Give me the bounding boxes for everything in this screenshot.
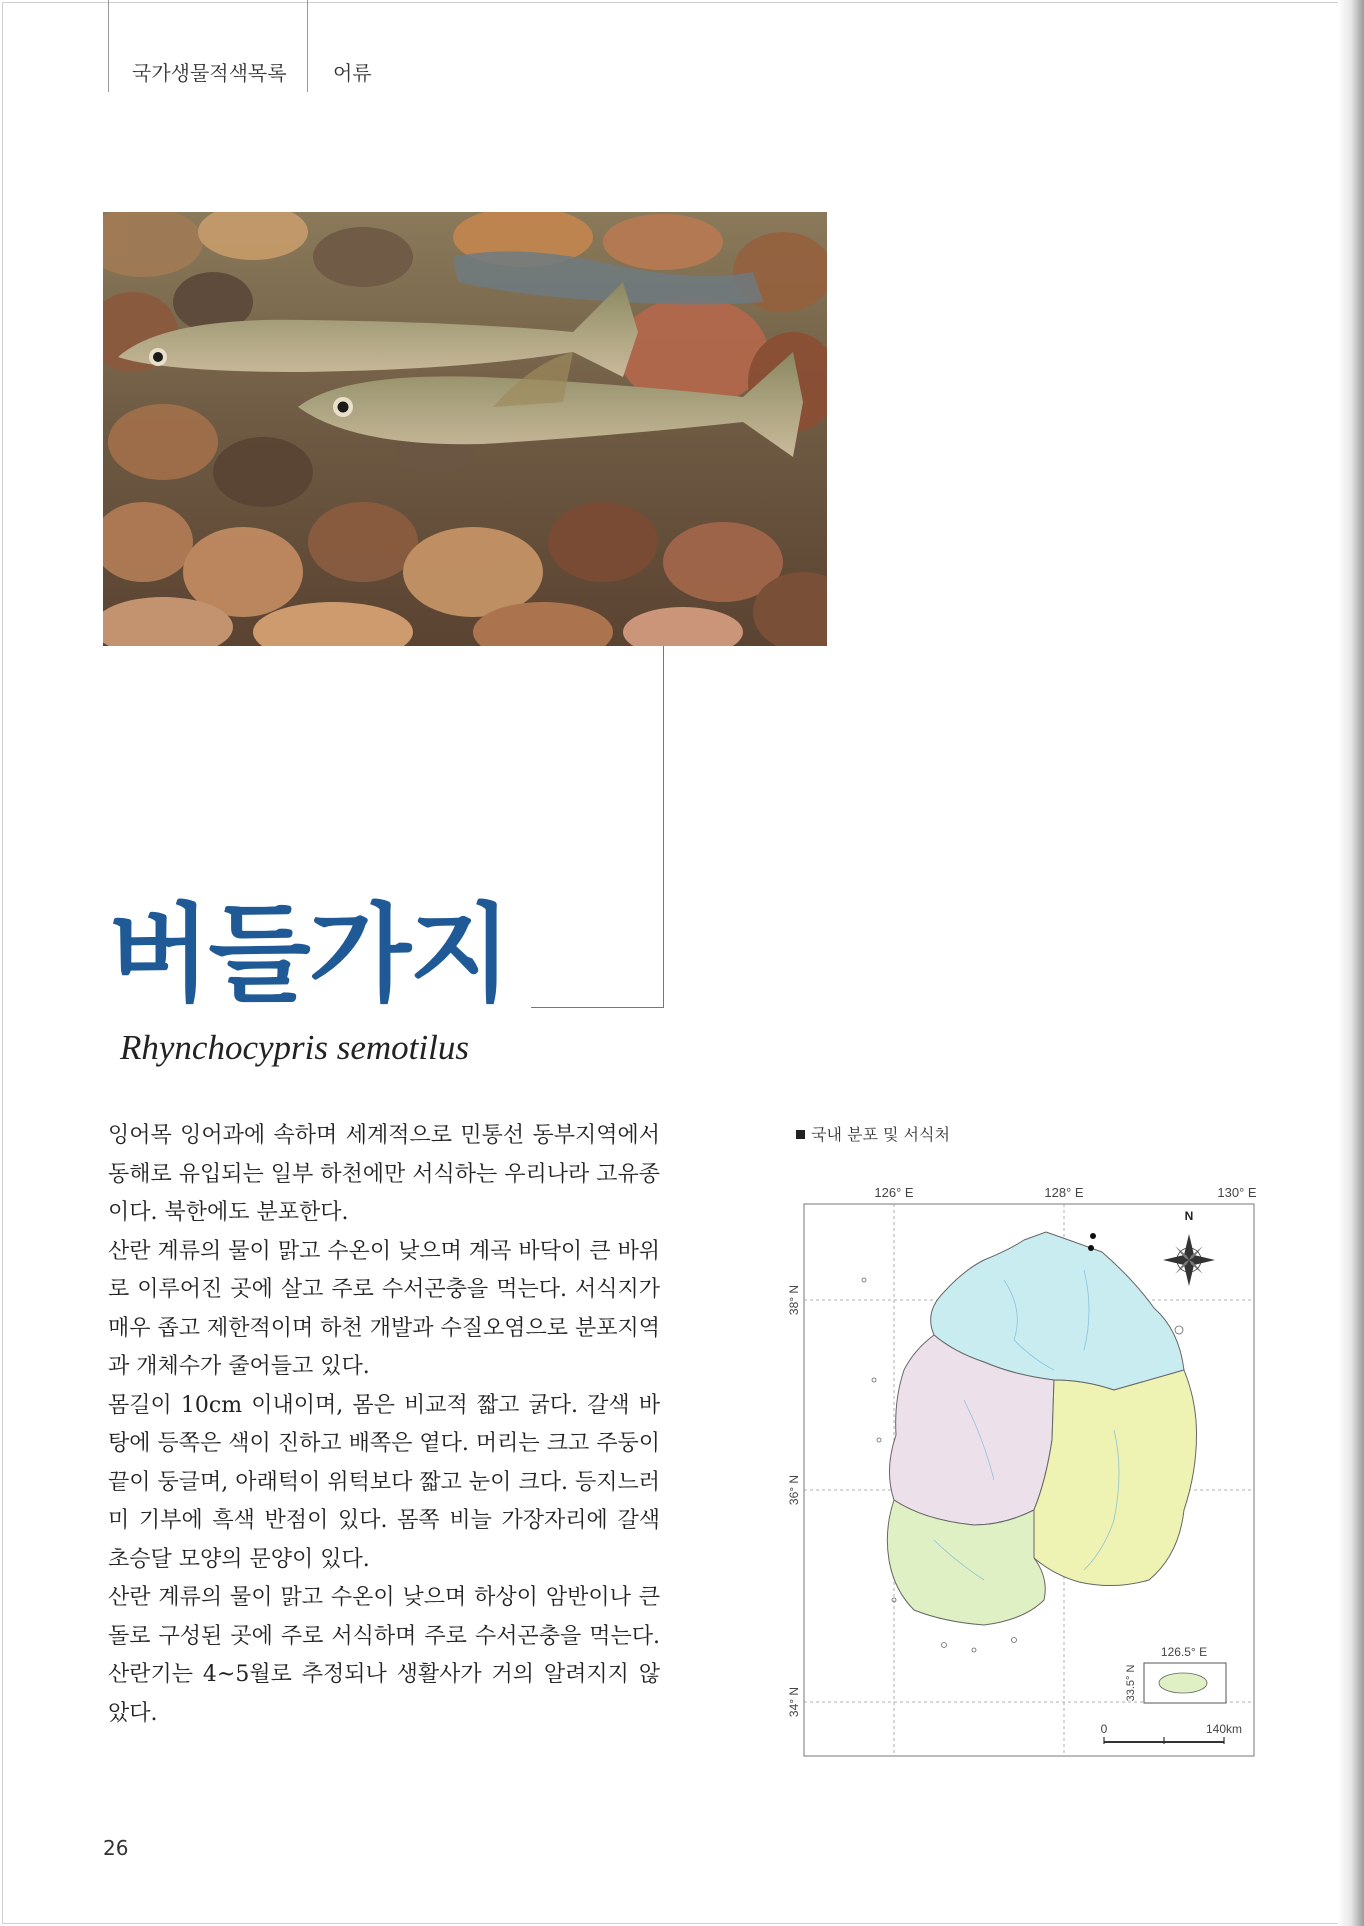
header-divider <box>307 0 308 92</box>
page-edge-shadow <box>1338 0 1364 1926</box>
map-lat-label: 38° N <box>787 1284 801 1316</box>
leader-line <box>663 646 664 1008</box>
compass-north-label: N <box>1184 1209 1194 1223</box>
header-catalog: 국가생물적색목록 <box>132 61 287 85</box>
map-lon-label: 128° E <box>1044 1185 1084 1200</box>
leader-line <box>531 1007 664 1008</box>
page-number: 26 <box>103 1836 129 1860</box>
species-name-scientific: Rhynchocypris semotilus <box>120 1028 469 1067</box>
scale-end-label: 140km <box>1205 1722 1243 1736</box>
map-lon-label: 130° E <box>1217 1185 1257 1200</box>
header-divider <box>108 0 109 92</box>
map-lon-label: 126° E <box>874 1185 914 1200</box>
inset-lon-label: 126.5° E <box>1160 1645 1208 1659</box>
description-paragraph: 몸길이 10cm 이내이며, 몸은 비교적 짧고 굵다. 갈색 바탕에 등쪽은 색이 진하고 배쪽은 옅다. 머리는 크고 주둥이 끝이 둥글며, 아래턱이 위턱보다 짧고 눈이 크다. 등지느러미 기부에 흑색 반점이 있다. 몸쪽 비늘 가장자리에 갈색 초승달 모양의 문양이 있다. <box>108 1392 660 1572</box>
square-bullet-icon <box>796 1130 805 1139</box>
map-lat-label: 36° N <box>787 1474 801 1506</box>
description-paragraph: 산란 계류의 물이 맑고 수온이 낮으며 하상이 암반이나 큰 돌로 구성된 곳에 주로 서식하며 주로 수서곤충을 먹는다. 산란기는 4~5월로 추정되나 생활사가 거의 알려지지 않았다. <box>108 1585 660 1726</box>
map-lat-label: 34° N <box>787 1686 801 1718</box>
description-paragraph: 잉어목 잉어과에 속하며 세계적으로 민통선 동부지역에서 동해로 유입되는 일부 하천에만 서식하는 우리나라 고유종이다. 북한에도 분포한다. <box>108 1123 661 1225</box>
species-description <box>108 1117 660 1733</box>
inset-lat-label: 33.5° N <box>1125 1664 1137 1702</box>
map-caption <box>796 1122 950 1145</box>
distribution-map <box>784 1180 1264 1760</box>
species-name-korean: 버들가지 <box>108 893 510 1016</box>
species-photo <box>103 212 827 646</box>
map-caption-text: 국내 분포 및 서식처 <box>811 1125 950 1144</box>
scale-start-label: 0 <box>1100 1722 1108 1736</box>
header-section: 어류 <box>333 61 372 85</box>
description-paragraph: 산란 계류의 물이 맑고 수온이 낮으며 계곡 바닥이 큰 바위로 이루어진 곳에 살고 주로 수서곤충을 먹는다. 서식지가 매우 좁고 제한적이며 하천 개발과 수질오염으로 분포지역과 개체수가 줄어들고 있다. <box>108 1238 661 1379</box>
